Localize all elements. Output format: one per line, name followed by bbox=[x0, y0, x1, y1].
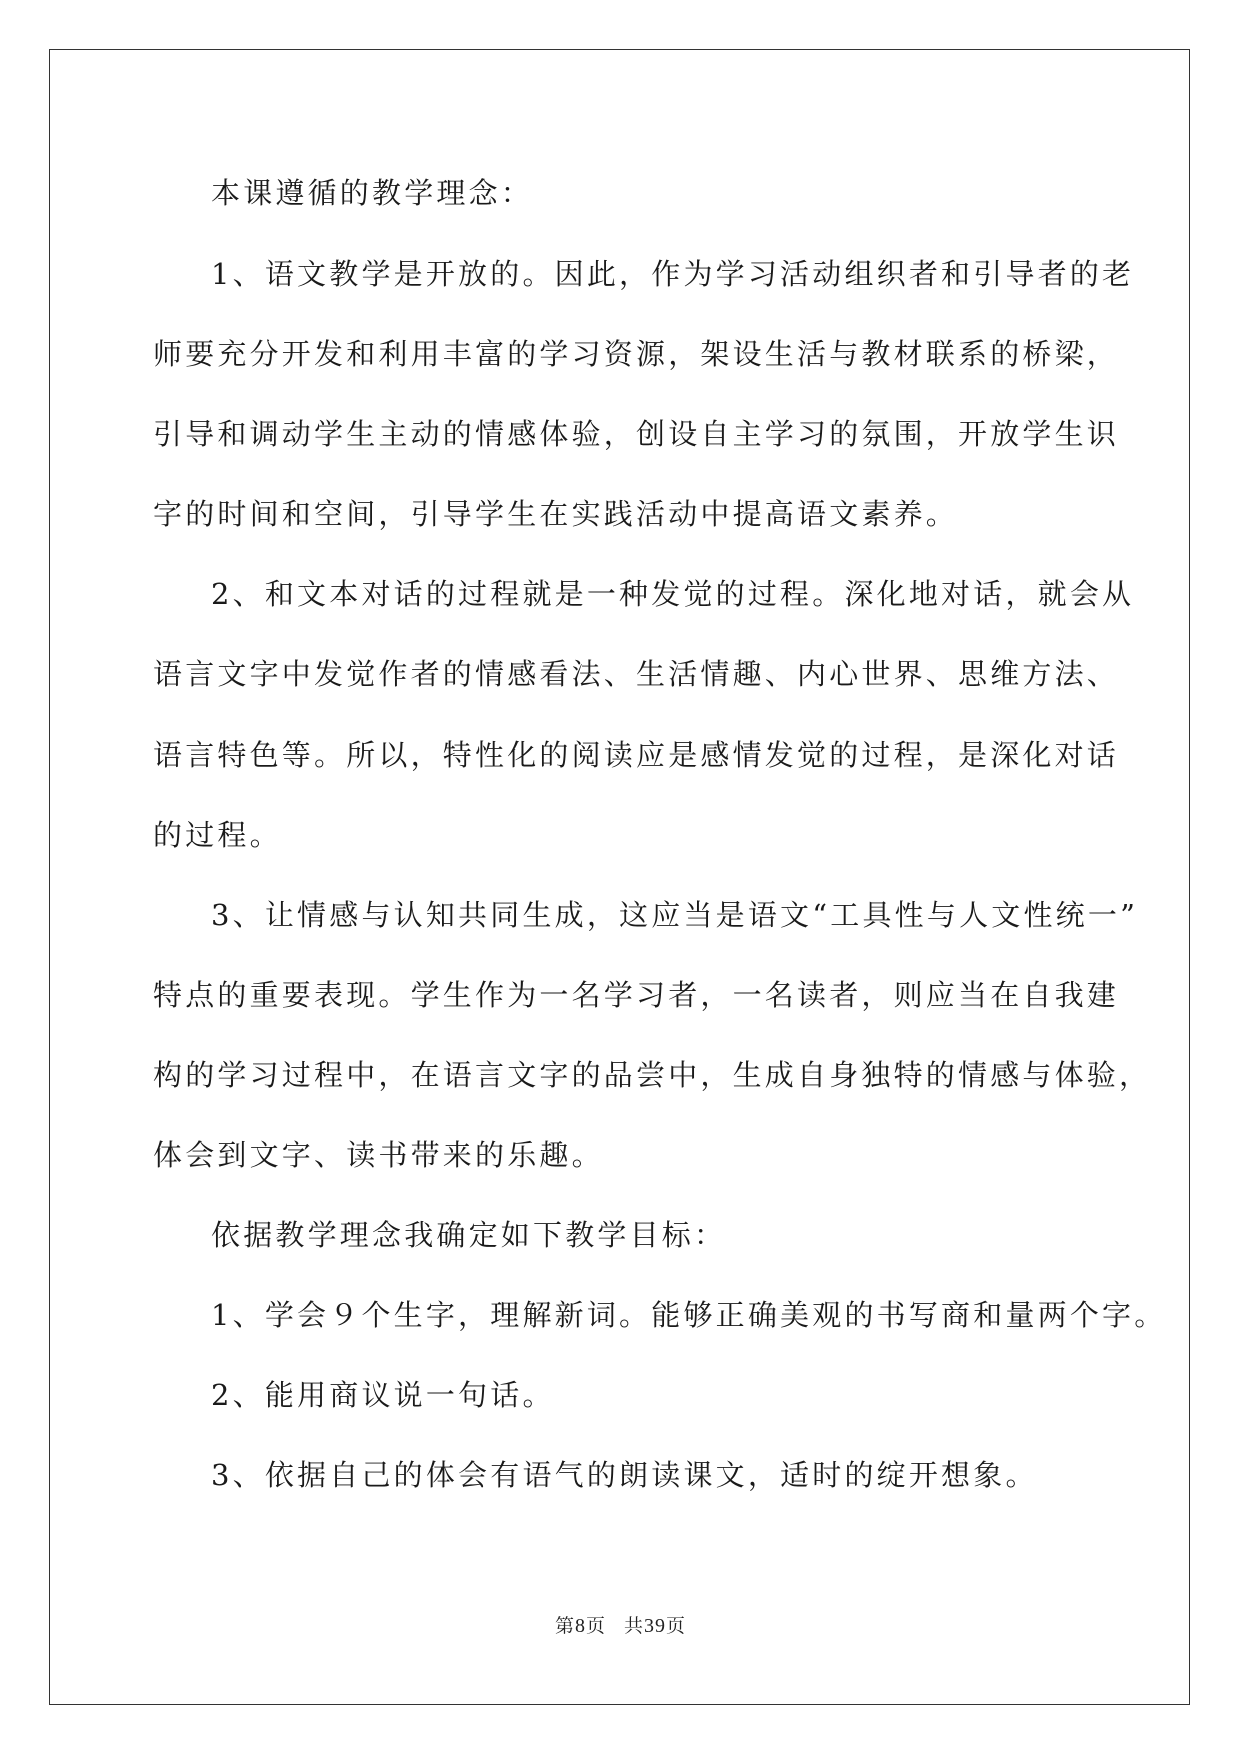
paragraph-3-line-1: 3、让情感与认知共同生成，这应当是语文“工具性与人文性统一” bbox=[211, 898, 1139, 932]
goal-item-1: 1、学会９个生字，理解新词。能够正确美观的书写商和量两个字。 bbox=[211, 1298, 1167, 1332]
footer-total-pages: 39 bbox=[644, 1615, 667, 1637]
footer-page-suffix: 页 bbox=[585, 1615, 606, 1637]
paragraph-2-line-4: 的过程。 bbox=[153, 818, 282, 852]
paragraph-2-line-1: 2、和文本对话的过程就是一种发觉的过程。深化地对话，就会从 bbox=[211, 577, 1135, 611]
paragraph-1-line-1: 1、语文教学是开放的。因此，作为学习活动组织者和引导者的老 bbox=[211, 257, 1135, 291]
paragraph-1-line-2: 师要充分开发和利用丰富的学习资源，架设生活与教材联系的桥梁， bbox=[153, 337, 1120, 371]
footer-total-suffix: 页 bbox=[666, 1615, 687, 1637]
paragraph-2-line-2: 语言文字中发觉作者的情感看法、生活情趣、内心世界、思维方法、 bbox=[153, 657, 1120, 691]
goal-item-2: 2、能用商议说一句话。 bbox=[211, 1378, 555, 1412]
paragraph-1-line-3: 引导和调动学生主动的情感体验，创设自主学习的氛围，开放学生识 bbox=[153, 417, 1120, 451]
paragraph-heading-teaching-philosophy: 本课遵循的教学理念： bbox=[211, 176, 534, 210]
page-border bbox=[49, 49, 1190, 1705]
paragraph-3-line-2: 特点的重要表现。学生作为一名学习者，一名读者，则应当在自我建 bbox=[153, 978, 1120, 1012]
page-number-footer bbox=[0, 1611, 1241, 1638]
paragraph-3-line-4: 体会到文字、读书带来的乐趣。 bbox=[153, 1138, 604, 1172]
footer-page-prefix: 第 bbox=[554, 1615, 575, 1637]
paragraph-1-line-4: 字的时间和空间，引导学生在实践活动中提高语文素养。 bbox=[153, 497, 959, 531]
goal-item-3: 3、依据自己的体会有语气的朗读课文，适时的绽开想象。 bbox=[211, 1458, 1038, 1492]
paragraph-2-line-3: 语言特色等。所以，特性化的阅读应是感情发觉的过程，是深化对话 bbox=[153, 738, 1120, 772]
paragraph-heading-teaching-goals: 依据教学理念我确定如下教学目标： bbox=[211, 1218, 727, 1252]
footer-current-page: 8 bbox=[574, 1615, 586, 1637]
footer-total-prefix: 共 bbox=[624, 1615, 645, 1637]
paragraph-3-line-3: 构的学习过程中，在语言文字的品尝中，生成自身独特的情感与体验， bbox=[153, 1058, 1152, 1092]
